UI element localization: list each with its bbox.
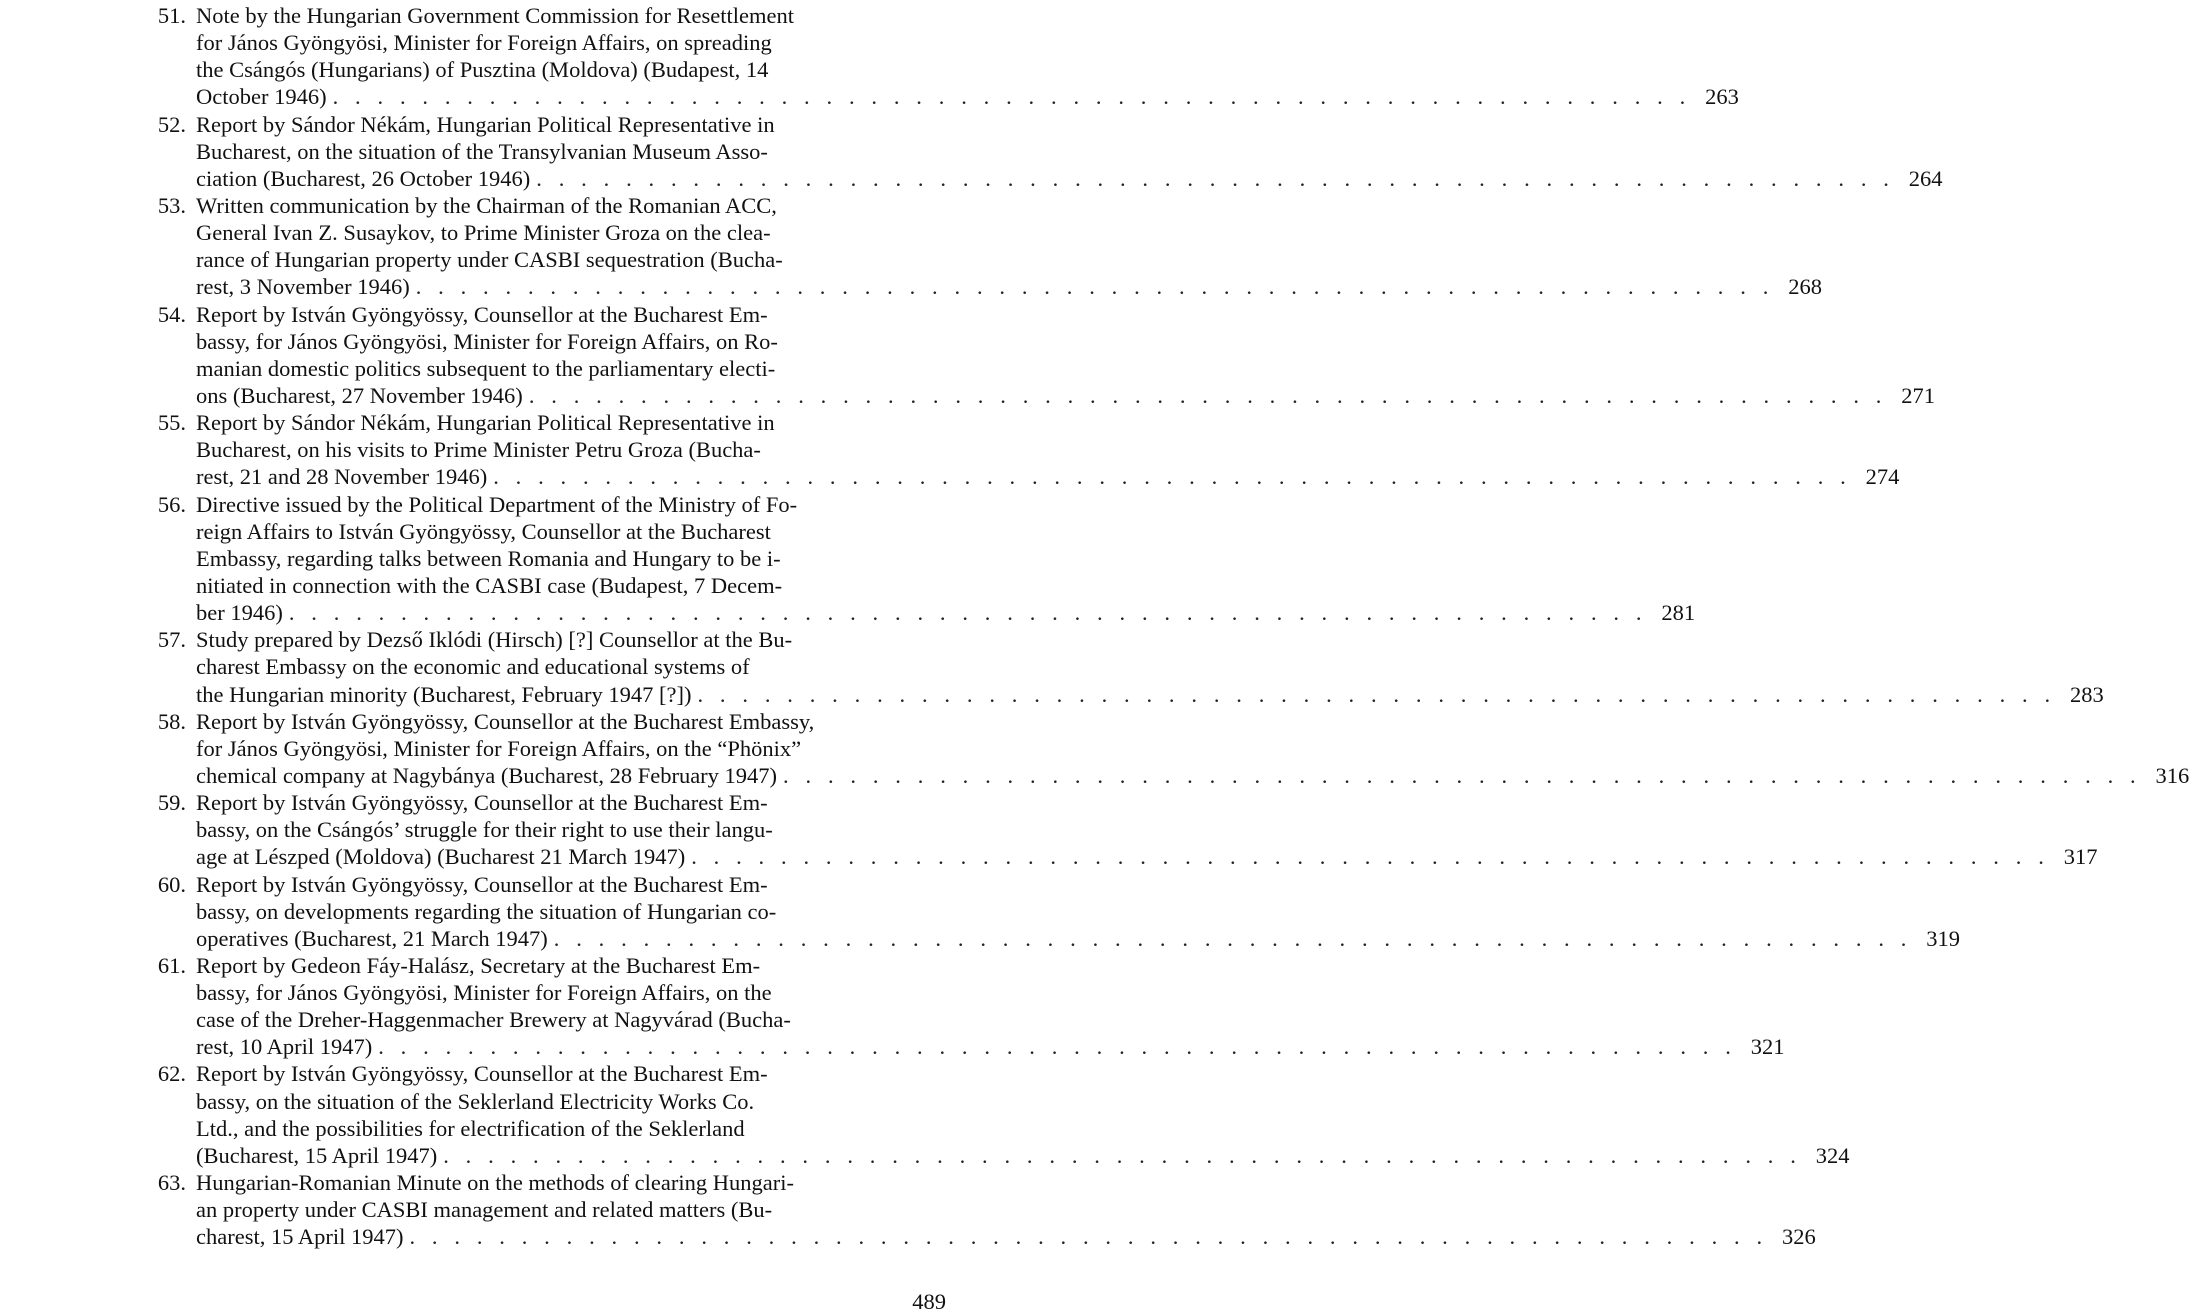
entry-line: Ltd., and the possibilities for electrification of the Seklerland (196, 1115, 745, 1141)
entry-line (196, 925, 1960, 952)
entry-page-number: 268 (1788, 274, 1822, 300)
entry-line (196, 382, 1936, 409)
entry-line: Report by István Gyöngyössy, Counsellor at the Bucharest Embassy, (196, 708, 815, 734)
entry-line: Directive issued by the Political Department of the Ministry of Fo- (196, 491, 798, 517)
entry-line: Bucharest, on his visits to Prime Minister Petru Groza (Bucha- (196, 437, 761, 463)
entry-page-number: 264 (1908, 165, 1943, 191)
page-number: 489 (912, 1289, 946, 1314)
entry-page-number: 317 (2063, 844, 2098, 870)
entry-page-number: 263 (1705, 84, 1739, 110)
entry-line: Report by István Gyöngyössy, Counsellor at the Bucharest Em- (196, 790, 768, 816)
entry-line: for János Gyöngyösi, Minister for Foreign Affairs, on the “Phönix” (196, 735, 802, 761)
entry-page-number: 321 (1750, 1034, 1785, 1060)
toc-entry (134, 1169, 1816, 1250)
entry-line: Embassy, regarding talks between Romania and Hungary to be i- (196, 545, 781, 571)
toc-entry (134, 708, 2189, 789)
entry-line: manian domestic politics subsequent to the parliamentary electi- (196, 355, 776, 381)
entry-line (196, 463, 1900, 490)
entry-number: 62. (157, 1061, 186, 1087)
entry-number: 60. (157, 871, 186, 897)
entry-line: Report by Sándor Nékám, Hungarian Political Representative in (196, 410, 775, 436)
entry-page-number: 319 (1926, 925, 1960, 951)
dot-leader: . . . . . . . . . . . . . . . . . . . . . . . . . . . . . . . . . . . . . . . . . . . . . . . . . . . . . . . . . . . . . (332, 84, 1691, 110)
entry-line: bassy, on the Csángós’ struggle for their right to use their langu- (196, 817, 773, 843)
dot-leader: . . . . . . . . . . . . . . . . . . . . . . . . . . . . . . . . . . . . . . . . . . . . . . . . . . . . . . . . . . . . . (443, 1142, 1802, 1168)
entry-line-text: rest, 21 and 28 November 1946) (196, 464, 488, 490)
dot-leader: . . . . . . . . . . . . . . . . . . . . . . . . . . . . . . . . . . . . . . . . . . . . . . . . . . . . . . . . . . . . . (409, 1224, 1768, 1250)
entry-line (196, 165, 1943, 192)
entry-number: 57. (157, 627, 186, 653)
entry-number: 63. (157, 1170, 186, 1196)
entry-number: 56. (157, 491, 186, 517)
toc-entry (134, 626, 2104, 707)
entry-line: the Csángós (Hungarians) of Pusztina (Moldova) (Budapest, 14 (196, 57, 769, 83)
dot-leader: . . . . . . . . . . . . . . . . . . . . . . . . . . . . . . . . . . . . . . . . . . . . . . . . . . . . . . . . . . . . . (697, 681, 2056, 707)
entry-line: Report by Sándor Nékám, Hungarian Political Representative in (196, 111, 775, 137)
toc-entry (134, 409, 1900, 490)
entry-line: case of the Dreher-Haggenmacher Brewery at Nagyvárad (Bucha- (196, 1007, 791, 1033)
entry-line-text: chemical company at Nagybánya (Bucharest, 28 February 1947) (196, 762, 778, 788)
entry-number: 59. (157, 790, 186, 816)
toc-entry (134, 301, 1936, 410)
toc-entry (134, 111, 1943, 192)
entry-line: Report by István Gyöngyössy, Counsellor at the Bucharest Em- (196, 871, 768, 897)
entry-line-text: operatives (Bucharest, 21 March 1947) (196, 925, 548, 951)
entry-line (196, 681, 2104, 708)
entry-page-number: 281 (1661, 600, 1696, 626)
toc-entry (134, 871, 1960, 952)
entry-line (196, 599, 1696, 626)
entry-line (196, 1142, 1850, 1169)
entry-page-number: 324 (1815, 1142, 1850, 1168)
entry-line-text: rest, 3 November 1946) (196, 274, 410, 300)
entry-line (196, 273, 1822, 300)
entry-line-text: ciation (Bucharest, 26 October 1946) (196, 165, 531, 191)
entry-line-text: ons (Bucharest, 27 November 1946) (196, 382, 523, 408)
entry-line: Written communication by the Chairman of the Romanian ACC, (196, 192, 777, 218)
entry-line (196, 1223, 1816, 1250)
entry-line (196, 762, 2189, 789)
entry-line: Bucharest, on the situation of the Transylvanian Museum Asso- (196, 138, 768, 164)
entry-line-text: the Hungarian minority (Bucharest, February 1947 [?]) (196, 681, 692, 707)
entry-line (196, 843, 2098, 870)
entry-page-number: 274 (1865, 464, 1900, 490)
dot-leader: . . . . . . . . . . . . . . . . . . . . . . . . . . . . . . . . . . . . . . . . . . . . . . . . . . . . . . . . . . . . . (528, 382, 1888, 408)
entry-line: rance of Hungarian property under CASBI sequestration (Bucha- (196, 247, 783, 273)
toc-entry (134, 2, 1739, 111)
entry-number: 55. (157, 410, 186, 436)
entry-line: Hungarian-Romanian Minute on the methods of clearing Hungari- (196, 1170, 794, 1196)
table-of-contents (134, 2, 2189, 1250)
toc-entry (134, 1060, 1850, 1169)
entry-number: 51. (157, 3, 186, 28)
entry-line-text: October 1946) (196, 84, 327, 110)
entry-number: 61. (157, 952, 186, 978)
dot-leader: . . . . . . . . . . . . . . . . . . . . . . . . . . . . . . . . . . . . . . . . . . . . . . . . . . . . . . . . . . . . . (415, 274, 1774, 300)
dot-leader: . . . . . . . . . . . . . . . . . . . . . . . . . . . . . . . . . . . . . . . . . . . . . . . . . . . . . . . . . . . . . (378, 1034, 1737, 1060)
toc-entry (134, 192, 1822, 301)
entry-line (196, 1033, 1785, 1060)
entry-line: Report by István Gyöngyössy, Counsellor at the Bucharest Em- (196, 301, 768, 327)
entry-line: bassy, on developments regarding the situation of Hungarian co- (196, 898, 777, 924)
entry-line-text: age at Lészped (Moldova) (Bucharest 21 March 1947) (196, 844, 686, 870)
entry-line: reign Affairs to István Gyöngyössy, Counsellor at the Bucharest (196, 518, 771, 544)
entry-line: bassy, on the situation of the Seklerland Electricity Works Co. (196, 1088, 755, 1114)
entry-line: Report by Gedeon Fáy-Halász, Secretary at the Bucharest Em- (196, 952, 761, 978)
dot-leader: . . . . . . . . . . . . . . . . . . . . . . . . . . . . . . . . . . . . . . . . . . . . . . . . . . . . . . . . . . . . . (783, 762, 2142, 788)
toc-entry (134, 789, 2098, 870)
entry-line: Study prepared by Dezső Iklódi (Hirsch) [?] Counsellor at the Bu- (196, 627, 793, 653)
dot-leader: . . . . . . . . . . . . . . . . . . . . . . . . . . . . . . . . . . . . . . . . . . . . . . . . . . . . . . . . . . . . . (493, 464, 1852, 490)
entry-number: 58. (157, 708, 186, 734)
entry-number: 53. (157, 192, 186, 218)
entry-number: 54. (157, 301, 186, 327)
dot-leader: . . . . . . . . . . . . . . . . . . . . . . . . . . . . . . . . . . . . . . . . . . . . . . . . . . . . . . . . . . . . . (553, 925, 1912, 951)
entry-page-number: 271 (1901, 382, 1936, 408)
entry-line-text: rest, 10 April 1947) (196, 1034, 373, 1060)
dot-leader: . . . . . . . . . . . . . . . . . . . . . . . . . . . . . . . . . . . . . . . . . . . . . . . . . . . . . . . . . . . . . (536, 165, 1895, 191)
entry-line-text: (Bucharest, 15 April 1947) (196, 1142, 438, 1168)
entry-line (196, 83, 1739, 110)
entry-page-number: 283 (2069, 681, 2104, 707)
entry-number: 52. (157, 111, 186, 137)
toc-entry (134, 952, 1785, 1061)
entry-line: bassy, for János Gyöngyösi, Minister for Foreign Affairs, on the (196, 980, 772, 1006)
entry-line: Report by István Gyöngyössy, Counsellor at the Bucharest Em- (196, 1061, 768, 1087)
toc-entry (134, 491, 1696, 627)
entry-line: General Ivan Z. Susaykov, to Prime Minister Groza on the clea- (196, 220, 771, 246)
entry-line-text: charest, 15 April 1947) (196, 1224, 404, 1250)
entry-line: for János Gyöngyösi, Minister for Foreign Affairs, on spreading (196, 30, 772, 56)
entry-line: nitiated in connection with the CASBI case (Budapest, 7 Decem- (196, 572, 783, 598)
entry-line: bassy, for János Gyöngyösi, Minister for Foreign Affairs, on Ro- (196, 328, 778, 354)
dot-leader: . . . . . . . . . . . . . . . . . . . . . . . . . . . . . . . . . . . . . . . . . . . . . . . . . . . . . . . . . . . . . (691, 844, 2050, 870)
dot-leader: . . . . . . . . . . . . . . . . . . . . . . . . . . . . . . . . . . . . . . . . . . . . . . . . . . . . . . . . . . . . . (288, 600, 1648, 626)
entry-page-number: 326 (1781, 1224, 1816, 1250)
entry-line: an property under CASBI management and related matters (Bu- (196, 1197, 773, 1223)
entry-line: Note by the Hungarian Government Commission for Resettlement (196, 3, 795, 28)
entry-page-number: 316 (2155, 762, 2189, 788)
entry-line-text: ber 1946) (196, 600, 283, 626)
entry-line: charest Embassy on the economic and educational systems of (196, 654, 750, 680)
